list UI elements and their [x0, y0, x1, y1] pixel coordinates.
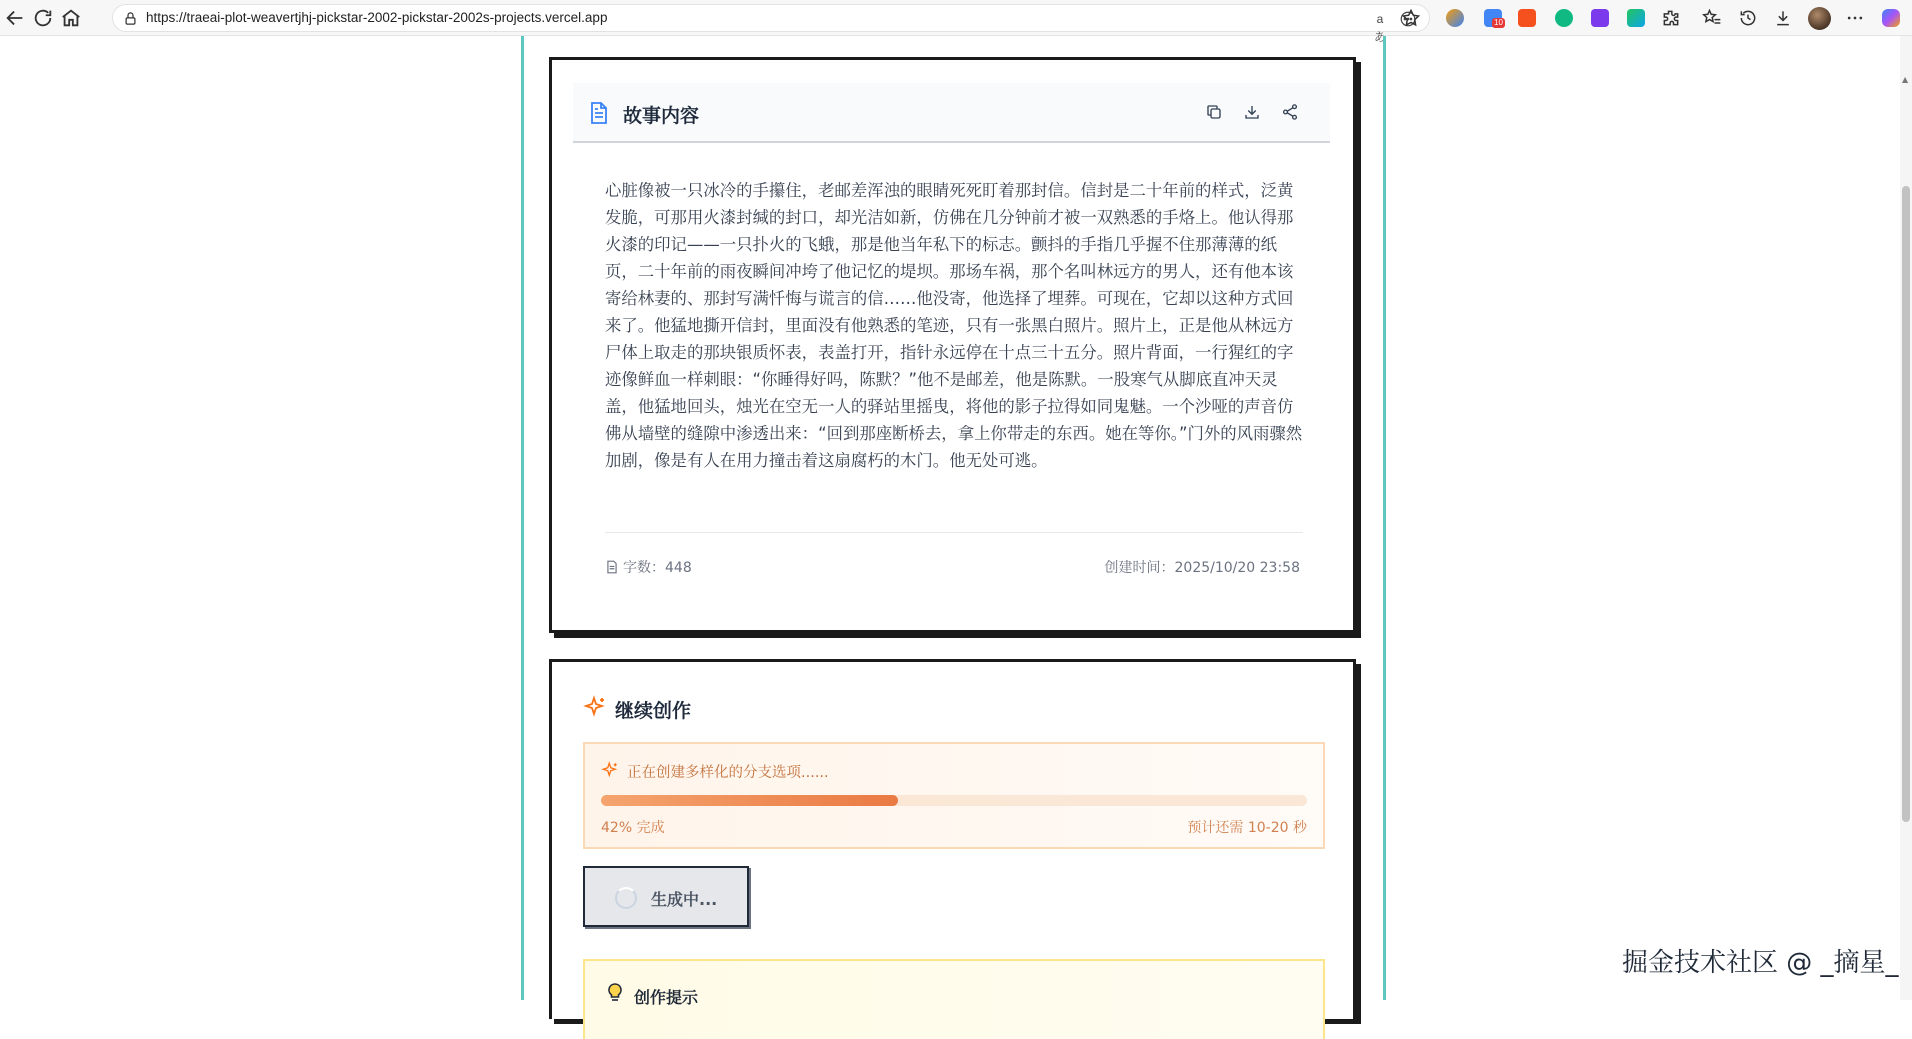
created-time: 创建时间：2025/10/20 23:58 [1104, 560, 1300, 576]
progress-bar-fill [601, 795, 898, 806]
progress-percent: 42% 完成 [601, 820, 665, 836]
home-icon[interactable] [60, 7, 82, 29]
progress-bar [601, 795, 1307, 806]
copilot-icon[interactable] [1882, 9, 1900, 27]
watermark-text: 掘金技术社区 @ _摘星_ [1622, 948, 1899, 978]
lightbulb-icon [607, 983, 623, 1003]
scroll-up-arrow[interactable]: ▲ [1902, 75, 1909, 84]
generate-button[interactable] [583, 866, 749, 927]
browser-toolbar [0, 0, 1912, 44]
extension-icon-6[interactable] [1627, 9, 1645, 27]
extension-icon-3[interactable] [1518, 9, 1536, 27]
extension-icon-5[interactable] [1591, 9, 1609, 27]
extension-badge: 10 [1494, 18, 1503, 27]
scrollbar-thumb[interactable] [1902, 186, 1910, 822]
favorite-star-icon[interactable] [1401, 8, 1421, 28]
share-button[interactable] [1281, 103, 1301, 123]
extension-icon-2[interactable] [1484, 9, 1502, 27]
url-text[interactable]: https://traeai-plot-weavertjhj-pickstar-2002-pickstar-2002s-projects.vercel.app [146, 10, 608, 25]
download-button[interactable] [1243, 103, 1263, 123]
divider [605, 532, 1303, 533]
word-count-text: 字数：448 [623, 560, 692, 576]
file-icon [605, 560, 619, 574]
lock-icon[interactable] [123, 11, 138, 26]
refresh-icon[interactable] [32, 7, 54, 29]
extension-icon-1[interactable] [1446, 9, 1464, 27]
tips-title: 创作提示 [634, 988, 699, 1007]
story-content: 心脏像被一只冰冷的手攥住，老邮差浑浊的眼睛死死盯着那封信。信封是二十年前的样式，泛黄发脆，可那用火漆封缄的封口，却光洁如新，仿佛在几分钟前才被一双熟悉的手烙上。他认得那火漆的印记——一只扑火的飞蛾，那是他当年私下的标志。颤抖的手指几乎握不住那薄薄的纸页，二十年前的雨夜瞬间冲垮了他记忆的堤坝。那场车祸，那个名叫林远方的男人，还有他本该寄给林妻的、那封写满忏悔与谎言的信……他没寄，他选择了埋葬。可现在，它却以这种方式回来了。他猛地撕开信封，里面没有他熟悉的笔迹，只有一张黑白照片。照片上，正是他从林远方尸体上取走的那块银质怀表，表盖打开，指针永远停在十点三十五分。照片背面，一行猩红的字迹像鲜血一样刺眼：“你睡得好吗，陈默？”他不是邮差，他是陈默。一股寒气从脚底直冲天灵盖，他猛地回头，烛光在空无一人的驿站里摇曳，将他的影子拉得如同鬼魅。一个沙哑的声音仿佛从墙壁的缝隙中渗透出来：“回到那座断桥去，拿上你带走的东西。她在等你。”门外的风雨骤然加剧，像是有人在用力撞击着这扇腐朽的木门。他无处可逃。 [605, 181, 1303, 470]
favorites-icon[interactable] [1702, 8, 1722, 28]
scrollbar-track[interactable] [1900, 36, 1912, 1000]
extensions-puzzle-icon[interactable] [1661, 8, 1681, 28]
generate-button-label: 生成中... [651, 890, 718, 909]
story-card [549, 57, 1356, 633]
sparkle-icon [583, 695, 607, 719]
extension-icon-4[interactable] [1555, 9, 1573, 27]
share-icon[interactable] [1281, 103, 1299, 121]
loading-spinner-icon [615, 887, 637, 909]
story-header [573, 83, 1330, 143]
back-icon[interactable] [4, 7, 26, 29]
profile-avatar[interactable] [1808, 7, 1831, 30]
word-count [605, 557, 692, 577]
story-title: 故事内容 [623, 105, 700, 127]
address-bar[interactable] [112, 4, 1430, 44]
downloads-icon[interactable] [1773, 8, 1793, 28]
tips-panel [583, 959, 1325, 1039]
progress-status-text: 正在创建多样化的分支选项...... [627, 765, 829, 781]
progress-panel [583, 742, 1325, 849]
document-icon [589, 101, 609, 125]
continue-card [549, 659, 1356, 1019]
copy-button[interactable] [1205, 103, 1225, 123]
copy-icon[interactable] [1205, 103, 1223, 121]
sparkle-icon [601, 761, 619, 779]
progress-eta: 预计还需 10-20 秒 [1187, 820, 1307, 836]
history-icon[interactable] [1738, 8, 1758, 28]
more-menu-icon[interactable] [1845, 8, 1865, 28]
continue-title: 继续创作 [615, 700, 692, 722]
download-icon[interactable] [1243, 103, 1261, 121]
read-aloud-icon[interactable]: aあ [1373, 12, 1386, 44]
